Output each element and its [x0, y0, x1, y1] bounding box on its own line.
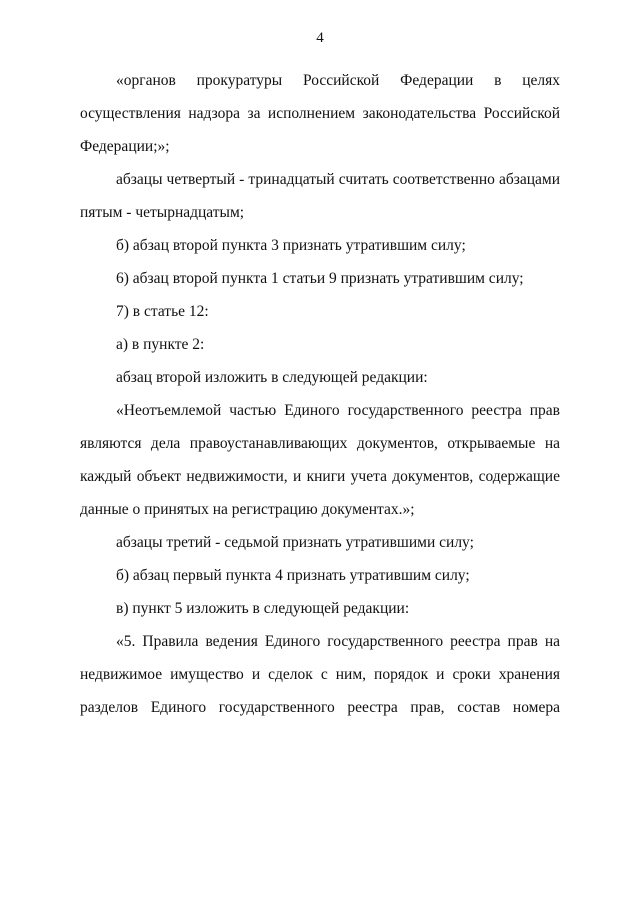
paragraph: 6) абзац второй пункта 1 статьи 9 признать утратившим силу; [116, 270, 524, 287]
paragraph: а) в пункте 2: [116, 336, 205, 353]
document-body [80, 64, 560, 724]
paragraph: абзац второй изложить в следующей редакции: [116, 369, 428, 386]
page-number: 4 [316, 30, 324, 46]
paragraph: абзацы третий - седьмой признать утратившими силу; [116, 534, 474, 551]
paragraph: 7) в статье 12: [116, 303, 209, 320]
paragraph: абзацы четвертый - тринадцатый считать соответственно абзацами пятым - четырнадцатым; [80, 171, 560, 221]
paragraph: б) абзац первый пункта 4 признать утратившим силу; [116, 567, 470, 584]
paragraph: б) абзац второй пункта 3 признать утратившим силу; [116, 237, 466, 254]
paragraph: «Неотъемлемой частью Единого государственного реестра прав являются дела правоустанавливающих документов, открываемые на каждый объект недвижимости, и книги учета документов, содержащие данные о принятых на регистрацию документах.»; [80, 402, 560, 518]
paragraph: «5. Правила ведения Единого государственного реестра прав на недвижимое имущество и сделок с ним, порядок и сроки хранения разделов Единого государственного реестра прав, состав номера [80, 633, 560, 716]
paragraph: в) пункт 5 изложить в следующей редакции: [116, 600, 410, 617]
paragraph: «органов прокуратуры Российской Федерации в целях осуществления надзора за исполнением законодательства Российской Федерации;»; [80, 72, 560, 155]
